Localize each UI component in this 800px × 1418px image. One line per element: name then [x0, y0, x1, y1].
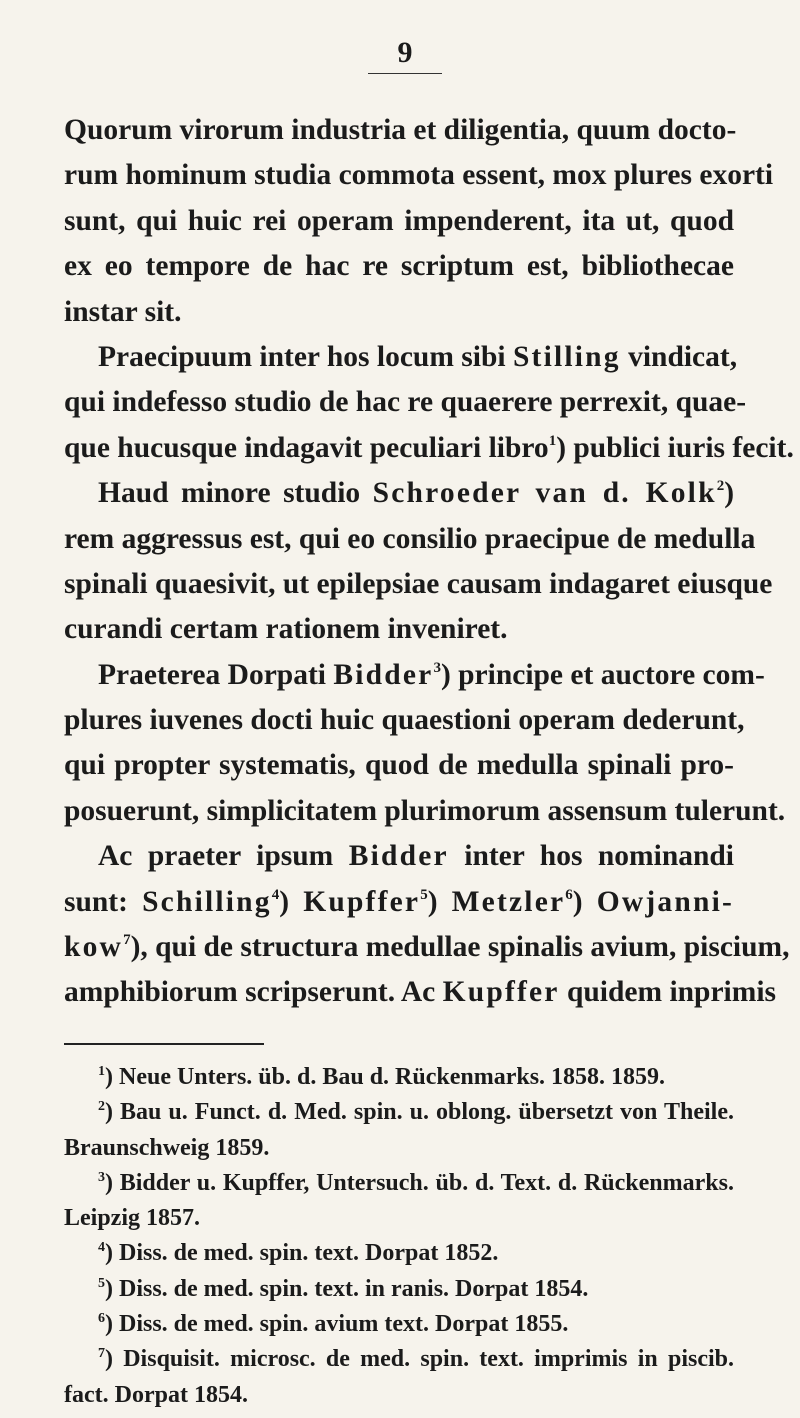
text-line: curandi certam rationem inveniret.: [64, 613, 508, 646]
text-line: que hucusque indagavit peculiari libro$^1$) publici iuris fecit.: [64, 431, 794, 464]
footnote-ref: 6: [565, 886, 573, 903]
text-line: sunt: Schilling$^4$) Kupffer$^5$) Metzler$^6$) Owjanni-: [64, 885, 734, 918]
text-line: Haud minore studio Schroeder van d. Kolk$^2$): [98, 477, 735, 510]
author-name: Kupffer: [442, 976, 560, 1009]
footnote: $^1$) Neue Unters. üb. d. Bau d. Rückenmarks. 1858. 1859.: [98, 1064, 666, 1090]
author-name: Schroeder van d. Kolk: [372, 477, 717, 510]
text-line: Quorum virorum industria et diligentia, quum docto-: [64, 114, 737, 146]
text-line: Praecipuum inter hos locum sibi Stilling vindicat,: [98, 340, 738, 373]
footnote: $^3$) Bidder u. Kupffer, Untersuch. üb. d. Text. d. Rückenmarks.: [98, 1169, 734, 1196]
text-line: instar sit.: [64, 295, 182, 328]
author-name: Metzler: [451, 885, 566, 918]
footnote-ref: 4: [271, 886, 280, 903]
author-name: Schilling: [142, 885, 272, 918]
text-line: sunt, qui huic rei operam impenderent, ita ut, quod: [64, 204, 734, 237]
footnote-continuation: Braunschweig 1859.: [64, 1134, 270, 1161]
page-number: 9: [397, 36, 413, 69]
footnote-mark: 6: [98, 1311, 105, 1327]
footnote: $^6$) Diss. de med. spin. avium text. Dorpat 1855.: [98, 1311, 569, 1338]
footnote-ref: 2: [716, 478, 725, 495]
footnote-mark: 5: [98, 1275, 105, 1291]
author-name: Kupffer: [303, 885, 421, 918]
text-line: Praeterea Dorpati Bidder$^3$) principe et auctore com-: [98, 658, 765, 691]
footnote: $^2$) Bau u. Funct. d. Med. spin. u. oblong. übersetzt von Theile.: [98, 1099, 734, 1126]
text-line: spinali quaesivit, ut epilepsiae causam indagaret eiusque: [64, 567, 773, 600]
body-text: [64, 108, 794, 1016]
author-name: Stilling: [512, 340, 621, 373]
text-line: qui indefesso studio de hac re quaerere perrexit, quae-: [64, 386, 747, 419]
footnote-mark: 4: [98, 1240, 105, 1256]
text-line: qui propter systematis, quod de medulla spinali pro-: [64, 749, 734, 782]
footnote-ref: 5: [420, 886, 428, 903]
footnote: $^5$) Diss. de med. spin. text. in ranis. Dorpat 1854.: [98, 1275, 589, 1302]
author-name: Bidder: [333, 658, 434, 691]
footnote-mark: 7: [98, 1346, 105, 1362]
footnote-ref: 3: [433, 659, 441, 676]
text-line: plures iuvenes docti huic quaestioni operam dederunt,: [64, 704, 745, 737]
page-number-rule: [368, 73, 442, 74]
footnote-mark: 3: [98, 1169, 105, 1185]
footnote-rule: [64, 1043, 264, 1045]
author-name: Bidder: [348, 840, 449, 873]
text-line: rem aggressus est, qui eo consilio praecipue de medulla: [64, 522, 756, 555]
footnote-continuation: fact. Dorpat 1854.: [64, 1381, 248, 1408]
text-line: posuerunt, simplicitatem plurimorum assensum tulerunt.: [64, 794, 786, 827]
author-name: Owjanni-: [596, 885, 734, 918]
footnotes: [64, 1060, 734, 1413]
footnote-ref: 1: [548, 432, 557, 449]
author-name: kow: [64, 931, 124, 964]
footnote-continuation: Leipzig 1857.: [64, 1205, 200, 1232]
text-line: amphibiorum scripserunt. Ac Kupffer quidem inprimis: [64, 976, 776, 1009]
text-line: rum hominum studia commota essent, mox plures exorti: [64, 159, 774, 192]
footnote: $^4$) Diss. de med. spin. text. Dorpat 1852.: [98, 1240, 499, 1267]
footnote-mark: 1: [98, 1064, 105, 1079]
footnote: $^7$) Disquisit. microsc. de med. spin. text. imprimis in piscib.: [98, 1346, 734, 1373]
footnote-mark: 2: [98, 1099, 105, 1115]
footnote-ref: 7: [123, 932, 131, 949]
text-line: Ac praeter ipsum Bidder inter hos nominandi: [98, 840, 734, 873]
text-line: kow$^7$), qui de structura medullae spinalis avium, piscium,: [64, 931, 790, 964]
text-line: ex eo tempore de hac re scriptum est, bibliothecae: [64, 250, 734, 283]
